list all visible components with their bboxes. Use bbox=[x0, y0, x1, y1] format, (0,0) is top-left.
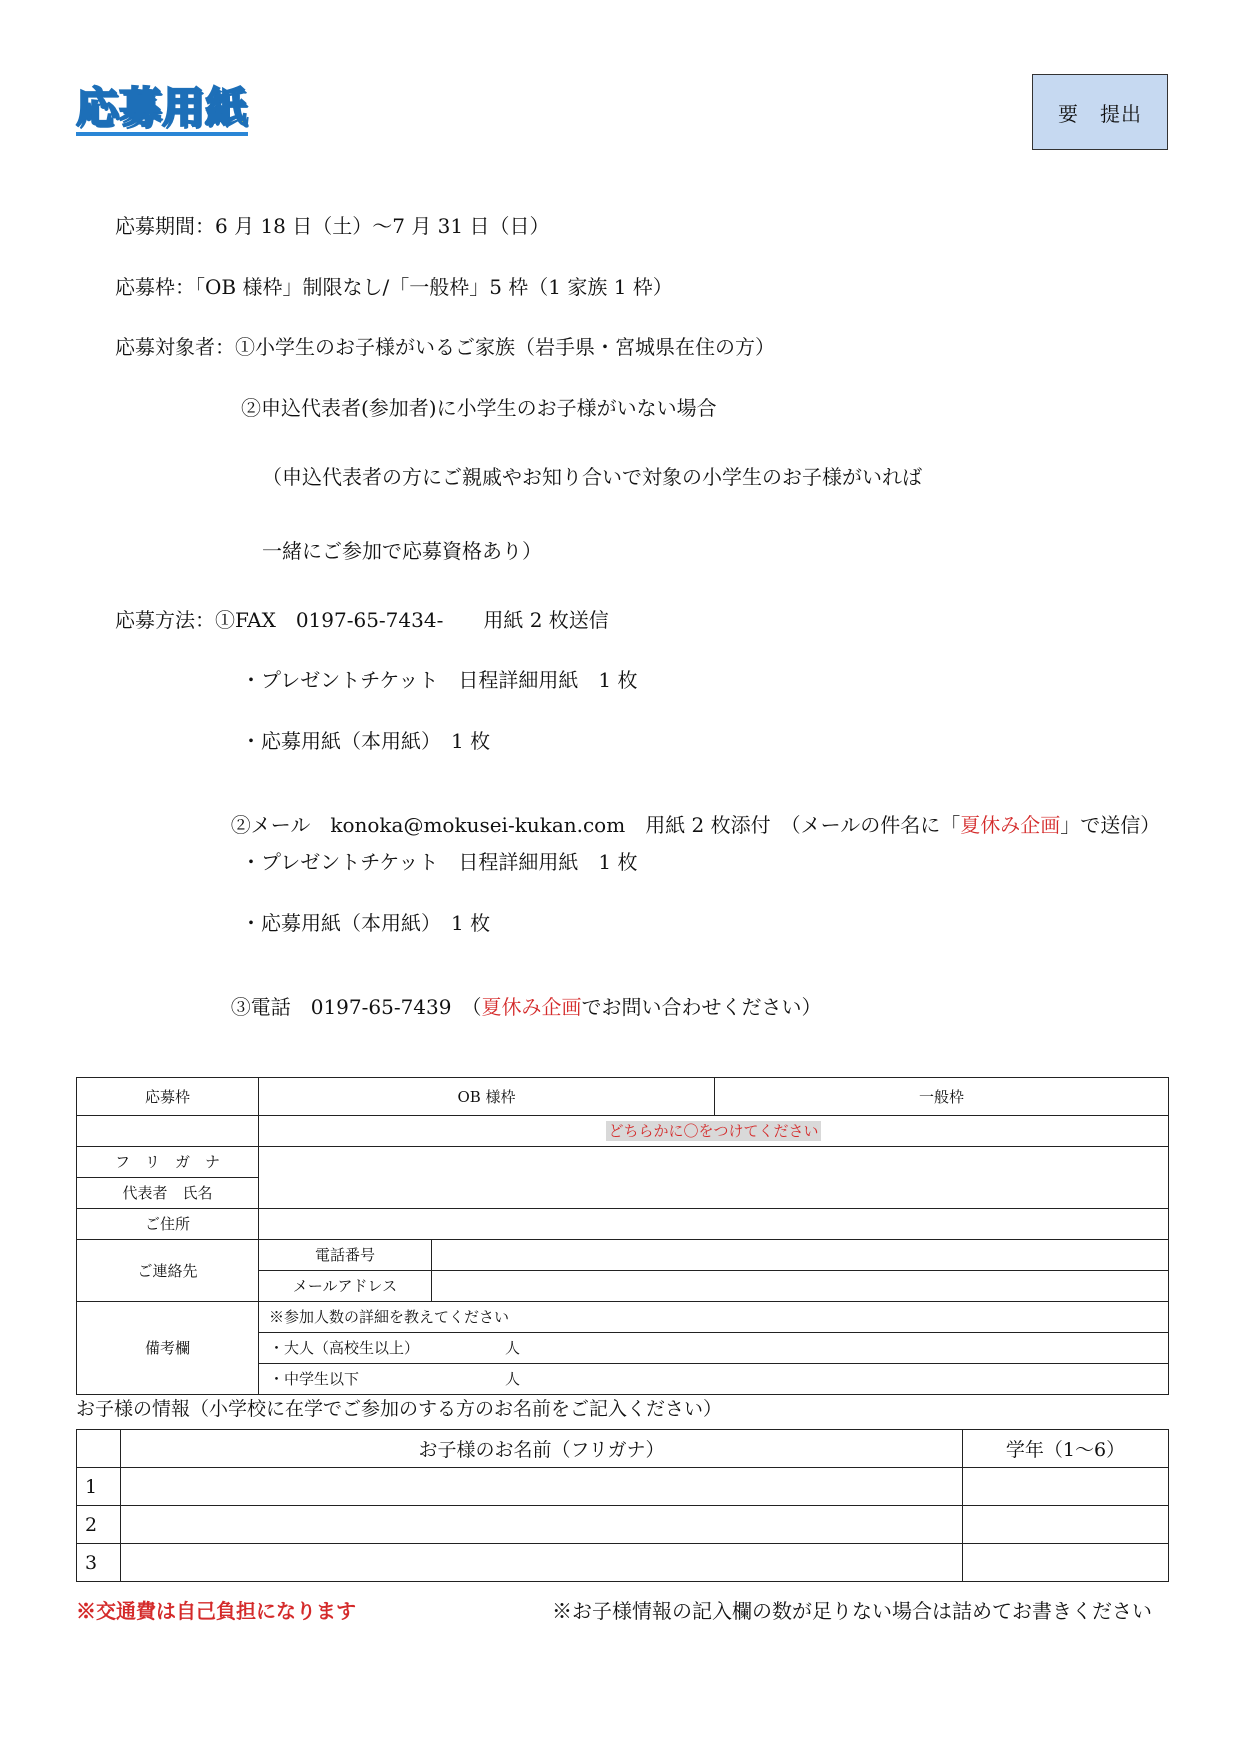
child-grade-field[interactable] bbox=[963, 1506, 1169, 1544]
table-row bbox=[77, 1506, 1169, 1544]
blank-cell bbox=[77, 1116, 259, 1147]
row-number: 3 bbox=[77, 1544, 121, 1582]
notes-instruction: ※参加人数の詳細を教えてください bbox=[259, 1302, 1169, 1333]
email-field[interactable] bbox=[432, 1271, 1169, 1302]
period-line: 応募期間：6 月 18 日（土）〜7 月 31 日（日） bbox=[115, 214, 550, 238]
target-line-4: 一緒にご参加で応募資格あり） bbox=[262, 539, 542, 563]
children-table bbox=[76, 1429, 1169, 1582]
child-name-field[interactable] bbox=[121, 1468, 963, 1506]
mail-item-1: ・プレゼントチケット 日程詳細用紙 1 枚 bbox=[241, 850, 638, 874]
address-label: ご住所 bbox=[77, 1209, 259, 1240]
children-caption: お子様の情報（小学校に在学でご参加のする方のお名前をご記入ください） bbox=[76, 1398, 723, 1420]
method-tel-text-end: でお問い合わせください） bbox=[581, 995, 822, 1019]
overflow-note: ※お子様情報の記入欄の数が足りない場合は詰めてお書きください bbox=[552, 1599, 1152, 1623]
target-line-2: ②申込代表者(参加者)に小学生のお子様がいない場合 bbox=[241, 396, 717, 420]
submit-required-label: 要 提出 bbox=[1058, 101, 1142, 126]
child-grade-field[interactable] bbox=[963, 1468, 1169, 1506]
representative-name-label: 代表者 氏名 bbox=[77, 1178, 259, 1209]
fax-item-2: ・応募用紙（本用紙） 1 枚 bbox=[241, 729, 491, 753]
target-line-3: （申込代表者の方にご親戚やお知り合いで対象の小学生のお子様がいれば bbox=[262, 465, 922, 489]
notes-adult-label: ・大人（高校生以上） bbox=[269, 1339, 420, 1357]
phone-field[interactable] bbox=[432, 1240, 1169, 1271]
circle-hint: どちらかに〇をつけてください bbox=[608, 1122, 819, 1140]
child-name-header: お子様のお名前（フリガナ） bbox=[121, 1430, 963, 1468]
child-name-field[interactable] bbox=[121, 1544, 963, 1582]
people-unit: 人 bbox=[505, 1370, 521, 1388]
quota-line: 応募枠：「OB 様枠」制限なし/「一般枠」5 枠（1 家族 1 枠） bbox=[115, 275, 673, 299]
submit-required-box bbox=[1032, 74, 1168, 150]
hint-cell bbox=[259, 1116, 1169, 1147]
transport-note: ※交通費は自己負担になります bbox=[76, 1599, 356, 1623]
grade-header: 学年（1〜6） bbox=[963, 1430, 1169, 1468]
notes-child-row[interactable] bbox=[259, 1364, 1169, 1395]
general-quota-option[interactable]: 一般枠 bbox=[715, 1078, 1169, 1116]
address-field[interactable] bbox=[259, 1209, 1169, 1240]
method-fax-line: 応募方法：①FAX 0197-65-7434- 用紙 2 枚送信 bbox=[115, 608, 609, 632]
ob-quota-option[interactable]: OB 様枠 bbox=[259, 1078, 715, 1116]
notes-child-label: ・中学生以下 bbox=[269, 1370, 360, 1388]
email-label: メールアドレス bbox=[259, 1271, 432, 1302]
fax-item-1: ・プレゼントチケット 日程詳細用紙 1 枚 bbox=[241, 668, 638, 692]
mail-item-2: ・応募用紙（本用紙） 1 枚 bbox=[241, 911, 491, 935]
name-field[interactable] bbox=[259, 1147, 1169, 1209]
notes-label: 備考欄 bbox=[77, 1302, 259, 1395]
page-title: 応募用紙 bbox=[76, 86, 248, 136]
method-mail-text: ②メール konoka@mokusei-kukan.com 用紙 2 枚添付 （メールの件名に「 bbox=[230, 813, 961, 837]
method-tel-line bbox=[218, 971, 821, 1019]
quota-label-cell: 応募枠 bbox=[77, 1078, 259, 1116]
method-mail-line bbox=[218, 789, 1160, 837]
method-tel-subject: 夏休み企画 bbox=[481, 995, 582, 1019]
index-header bbox=[77, 1430, 121, 1468]
notes-adult-row[interactable] bbox=[259, 1333, 1169, 1364]
row-number: 2 bbox=[77, 1506, 121, 1544]
table-row bbox=[77, 1468, 1169, 1506]
method-tel-text: ③電話 0197-65-7439 （ bbox=[230, 995, 482, 1019]
application-form-table bbox=[76, 1077, 1169, 1395]
furigana-label: フ リ ガ ナ bbox=[77, 1147, 259, 1178]
people-unit: 人 bbox=[505, 1339, 521, 1357]
row-number: 1 bbox=[77, 1468, 121, 1506]
contact-label: ご連絡先 bbox=[77, 1240, 259, 1302]
table-row bbox=[77, 1544, 1169, 1582]
method-mail-text-end: 」で送信） bbox=[1060, 813, 1161, 837]
target-line-1: 応募対象者：①小学生のお子様がいるご家族（岩手県・宮城県在住の方） bbox=[115, 335, 775, 359]
phone-label: 電話番号 bbox=[259, 1240, 432, 1271]
method-mail-subject: 夏休み企画 bbox=[960, 813, 1061, 837]
child-grade-field[interactable] bbox=[963, 1544, 1169, 1582]
child-name-field[interactable] bbox=[121, 1506, 963, 1544]
